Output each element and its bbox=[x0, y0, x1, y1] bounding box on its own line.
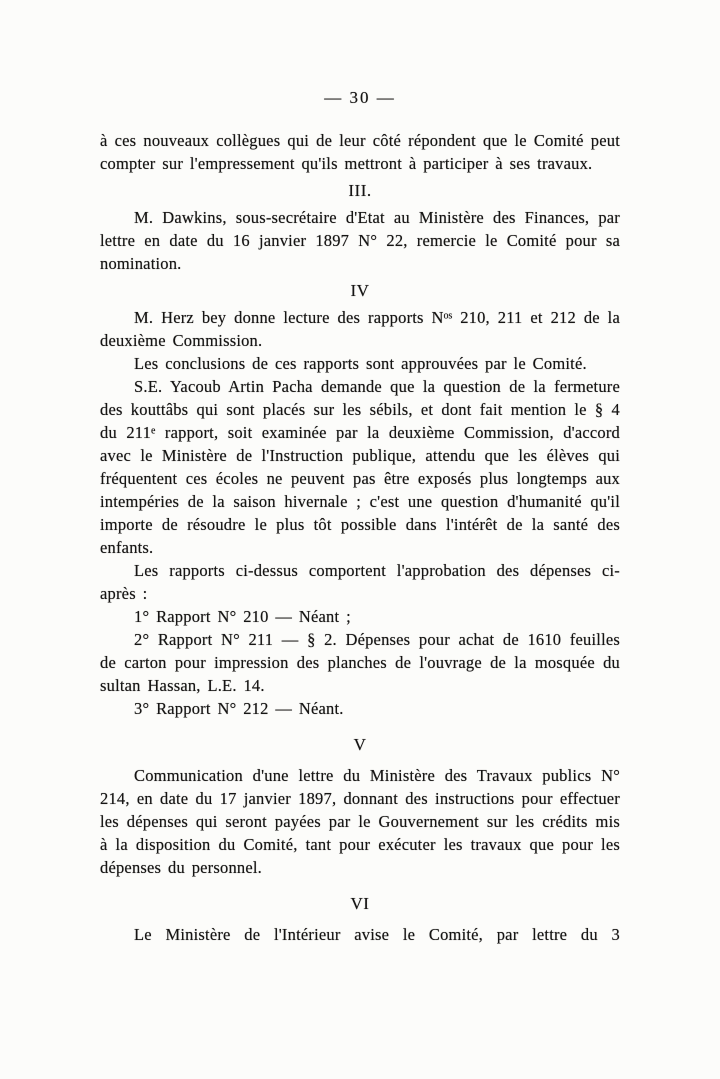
paragraph-yacoub-artin: S.E. Yacoub Artin Pacha demande que la question de la fermeture des kouttâbs qui sont placés sur les sébils, et dont fait mention le § 4 du 211ᵉ rapport, soit examinée par la deuxième Commission, d'accord avec le Ministère de l'Instruction publique, attendu que les élèves qui fréquentent ces écoles ne peuvent pas être exposés plus longtemps aux intempéries de la saison hivernale ; c'est une question d'humanité qu'il importe de résoudre le plus tôt possible dans l'intérêt de la santé des enfants. bbox=[100, 377, 620, 557]
list-item-rapport-211: 2° Rapport N° 211 — § 2. Dépenses pour achat de 1610 feuilles de carton pour impression des planches de l'ouvrage de la mosquée du sultan Hassan, L.E. 14. bbox=[100, 630, 620, 695]
paragraph-approbation-depenses: Les rapports ci-dessus comportent l'approbation des dépenses ci-après : bbox=[100, 561, 620, 603]
paragraph-continuation: à ces nouveaux collègues qui de leur côté répondent que le Comité peut compter sur l'empressement qu'ils mettront à participer à ses travaux. bbox=[100, 131, 620, 173]
paragraph-conclusions: Les conclusions de ces rapports sont approuvées par le Comité. bbox=[134, 354, 587, 373]
section-heading-iii: III. bbox=[348, 181, 372, 200]
paragraph-dawkins: M. Dawkins, sous-secrétaire d'Etat au Ministère des Finances, par lettre en date du 16 janvier 1897 N° 22, remercie le Comité pour sa nomination. bbox=[100, 208, 620, 273]
section-heading-iv: IV bbox=[350, 281, 370, 300]
section-heading-vi: VI bbox=[350, 894, 370, 913]
paragraph-travaux-publics: Communication d'une lettre du Ministère des Travaux publics N° 214, en date du 17 janvier 1897, donnant des instructions pour effectuer les dépenses qui seront payées par le Gouvernement sur les crédits mis à la disposition du Comité, tant pour exécuter les travaux que pour les dépenses du personnel. bbox=[100, 766, 620, 877]
page-content bbox=[100, 129, 620, 946]
list-item-rapport-210: 1° Rapport N° 210 — Néant ; bbox=[134, 607, 351, 626]
paragraph-interieur: Le Ministère de l'Intérieur avise le Comité, par lettre du 3 bbox=[134, 925, 620, 944]
section-heading-v: V bbox=[353, 735, 367, 754]
page-number: — 30 — bbox=[324, 88, 396, 107]
list-item-rapport-212: 3° Rapport N° 212 — Néant. bbox=[134, 699, 344, 718]
paragraph-herz-rapports: M. Herz bey donne lecture des rapports Nᵒˢ 210, 211 et 212 de la deuxième Commission. bbox=[100, 308, 620, 350]
